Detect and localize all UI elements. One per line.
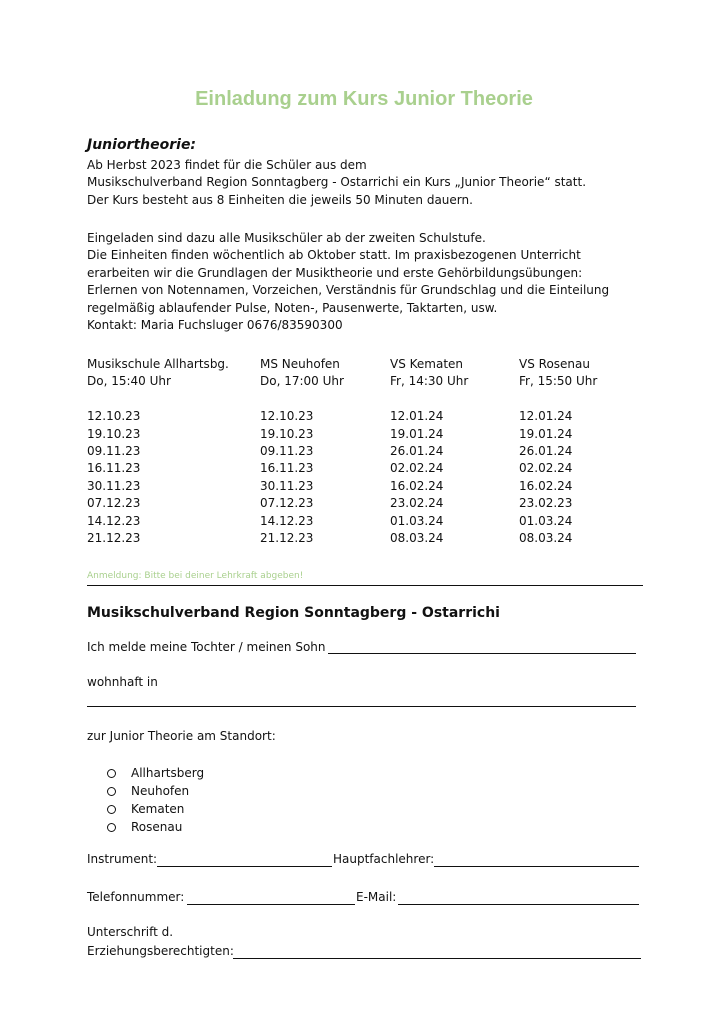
instrument-label: Instrument: — [87, 852, 158, 866]
schedule-column-kematen — [390, 356, 468, 547]
schedule-date: 23.02.24 — [390, 496, 444, 511]
schedule-date: 26.01.24 — [390, 444, 444, 459]
schedule-location: VS Kematen — [390, 357, 464, 371]
schedule-date: 08.03.24 — [519, 531, 573, 546]
schedule-date: 07.12.23 — [260, 496, 314, 511]
form-org-title: Musikschulverband Region Sonntagberg - Ostarrichi — [87, 605, 500, 621]
schedule-date: 12.01.24 — [519, 409, 573, 424]
schedule-date: 16.02.24 — [519, 478, 573, 493]
location-option-allhartsberg[interactable] — [107, 764, 204, 782]
intro-line: Musikschulverband Region Sonntagberg - Ostarrichi ein Kurs „Junior Theorie“ statt. — [87, 175, 587, 190]
schedule-date: 09.11.23 — [260, 444, 314, 459]
details-line: Die Einheiten finden wöchentlich ab Oktober statt. Im praxisbezogenen Unterricht — [87, 248, 581, 263]
location-option-label: Rosenau — [131, 820, 183, 834]
schedule-date: 09.11.23 — [87, 444, 141, 459]
radio-circle-icon[interactable] — [107, 787, 116, 796]
teacher-label: Hauptfachlehrer: — [333, 852, 435, 866]
location-option-label: Neuhofen — [131, 784, 190, 798]
schedule-date: 12.01.24 — [390, 409, 444, 424]
schedule-column-allhartsberg — [87, 356, 229, 547]
intro-paragraph — [87, 157, 586, 209]
schedule-location: MS Neuhofen — [260, 357, 340, 371]
schedule-dates — [260, 408, 344, 547]
schedule-date: 07.12.23 — [87, 496, 141, 511]
details-line: Erlernen von Notennamen, Vorzeichen, Verständnis für Grundschlag und die Einteilung — [87, 283, 610, 298]
schedule-date: 01.03.24 — [390, 513, 444, 528]
signature-label-2: Erziehungsberechtigten: — [87, 944, 234, 958]
radio-circle-icon[interactable] — [107, 769, 116, 778]
divider — [87, 585, 643, 586]
signature-label-1: Unterschrift d. — [87, 925, 174, 939]
intro-line: Der Kurs besteht aus 8 Einheiten die jeweils 50 Minuten dauern. — [87, 192, 473, 207]
schedule-date: 19.01.24 — [519, 426, 573, 441]
schedule-time: Fr, 15:50 Uhr — [519, 374, 598, 389]
address-field[interactable] — [87, 706, 636, 707]
address-label: wohnhaft in — [87, 675, 158, 689]
schedule-location: VS Rosenau — [519, 357, 590, 371]
schedule-time: Fr, 14:30 Uhr — [390, 374, 469, 389]
child-name-field[interactable] — [328, 653, 636, 654]
schedule-date: 21.12.23 — [87, 531, 141, 546]
intro-line: Ab Herbst 2023 findet für die Schüler aus dem — [87, 158, 367, 172]
signature-field[interactable] — [233, 958, 641, 959]
schedule-date: 02.02.24 — [390, 461, 444, 476]
schedule-column-rosenau — [519, 356, 597, 547]
location-label: zur Junior Theorie am Standort: — [87, 729, 276, 743]
schedule-date: 16.02.24 — [390, 478, 444, 493]
schedule-date: 12.10.23 — [87, 409, 141, 424]
schedule-date: 30.11.23 — [260, 478, 314, 493]
schedule-date: 19.01.24 — [390, 426, 444, 441]
location-options — [107, 764, 204, 836]
phone-label: Telefonnummer: — [87, 890, 185, 904]
child-label: Ich melde meine Tochter / meinen Sohn — [87, 640, 326, 654]
page-title: Einladung zum Kurs Junior Theorie — [195, 88, 533, 110]
schedule-date: 01.03.24 — [519, 513, 573, 528]
schedule-date: 23.02.23 — [519, 496, 573, 511]
schedule-date: 12.10.23 — [260, 409, 314, 424]
schedule-dates — [87, 408, 229, 547]
schedule-date: 21.12.23 — [260, 531, 314, 546]
schedule-time: Do, 17:00 Uhr — [260, 374, 344, 389]
schedule-date: 16.11.23 — [260, 461, 314, 476]
location-option-rosenau[interactable] — [107, 818, 204, 836]
schedule-date: 26.01.24 — [519, 444, 573, 459]
details-line: regelmäßig ablaufender Pulse, Noten-, Pausenwerte, Taktarten, usw. — [87, 300, 498, 315]
schedule-date: 19.10.23 — [260, 426, 314, 441]
details-line: erarbeiten wir die Grundlagen der Musiktheorie und erste Gehörbildungsübungen: — [87, 265, 583, 280]
schedule-date: 16.11.23 — [87, 461, 141, 476]
registration-note: Anmeldung: Bitte bei deiner Lehrkraft abgeben! — [87, 571, 304, 581]
schedule-date: 19.10.23 — [87, 426, 141, 441]
contact-line: Kontakt: Maria Fuchsluger 0676/83590300 — [87, 318, 343, 333]
schedule-dates — [390, 408, 468, 547]
schedule-date: 30.11.23 — [87, 478, 141, 493]
location-option-kematen[interactable] — [107, 800, 204, 818]
schedule-column-neuhofen — [260, 356, 344, 547]
details-paragraph — [87, 230, 609, 334]
radio-circle-icon[interactable] — [107, 823, 116, 832]
details-line: Eingeladen sind dazu alle Musikschüler ab der zweiten Schulstufe. — [87, 231, 486, 245]
location-option-label: Allhartsberg — [131, 766, 205, 780]
schedule-location: Musikschule Allhartsbg. — [87, 357, 229, 371]
schedule-date: 08.03.24 — [390, 531, 444, 546]
email-field[interactable] — [398, 904, 639, 905]
instrument-field[interactable] — [157, 866, 332, 867]
location-option-label: Kematen — [131, 802, 185, 816]
location-option-neuhofen[interactable] — [107, 782, 204, 800]
schedule-dates — [519, 408, 597, 547]
schedule-date: 14.12.23 — [260, 513, 314, 528]
email-label: E-Mail: — [356, 890, 397, 904]
phone-field[interactable] — [187, 904, 355, 905]
schedule-time: Do, 15:40 Uhr — [87, 374, 171, 389]
radio-circle-icon[interactable] — [107, 805, 116, 814]
schedule-date: 14.12.23 — [87, 513, 141, 528]
schedule-date: 02.02.24 — [519, 461, 573, 476]
section-heading: Juniortheorie: — [87, 137, 197, 153]
teacher-field[interactable] — [434, 866, 639, 867]
